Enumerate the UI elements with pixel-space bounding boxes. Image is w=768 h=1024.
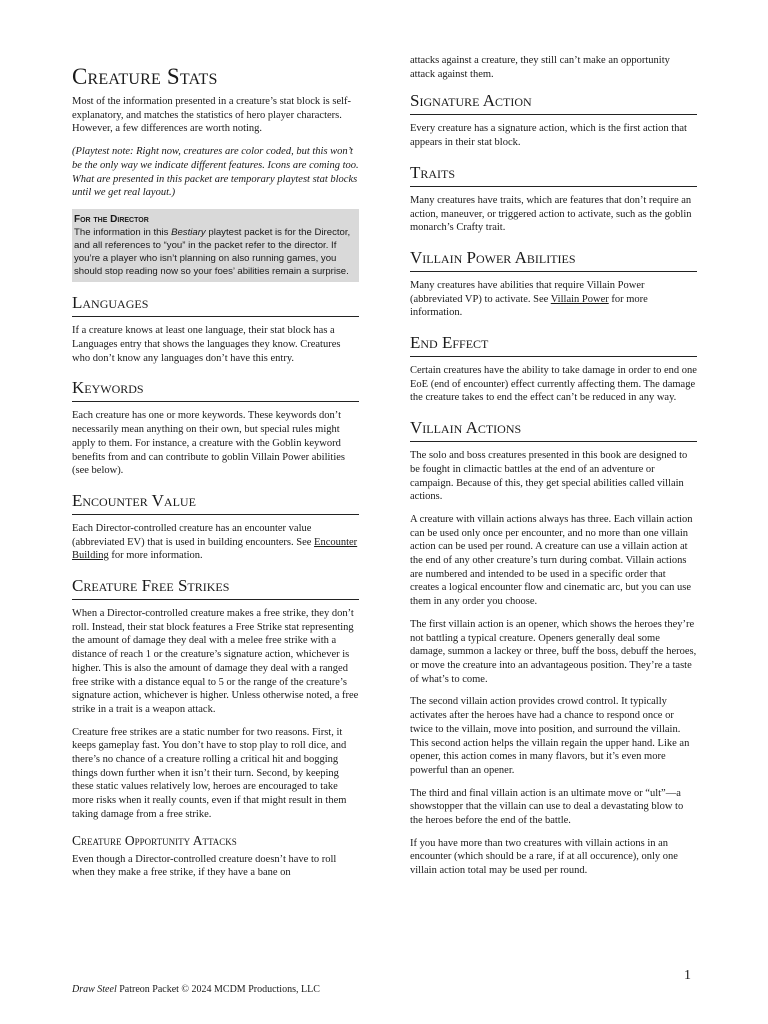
keywords-heading: Keywords: [72, 377, 359, 402]
continued-text: attacks against a creature, they still can’t make an opportunity attack against them.: [410, 55, 670, 80]
sidebar-title: For the Director: [74, 213, 149, 225]
encounter-value-text-b: for more information.: [108, 550, 203, 562]
footer-copyright: Patreon Packet © 2024 MCDM Productions, LLC: [116, 984, 320, 995]
encounter-value-heading: Encounter Value: [72, 490, 359, 515]
villain-actions-p5: The third and final villain action is an ultimate move or “ult”—a showstopper that the villain can use to deal a devastating blow to the heroes before the end of the battle.: [410, 787, 684, 827]
end-effect-heading: End Effect: [410, 332, 697, 357]
signature-action-heading: Signature Action: [410, 90, 697, 115]
traits-text: Many creatures have traits, which are features that don’t require an action, maneuver, or triggered action to activate, such as the goblin monarch’s Crafty trait.: [410, 194, 692, 234]
languages-text: If a creature knows at least one language, their stat block has a Languages entry that shows the languages they know. Creatures who don’t know any languages don’t have this entry.: [72, 325, 341, 364]
opportunity-text: Even though a Director-controlled creature doesn’t have to roll when they make a free strike, if they have a bane on: [72, 853, 337, 879]
villain-actions-heading: Villain Actions: [410, 417, 697, 442]
villain-actions-p1: The solo and boss creatures presented in this book are designed to be fought in climactic battles at the end of an adventure or campaign. Because of this, they get special abilities called villain actions.: [410, 450, 688, 503]
villain-actions-p4: The second villain action provides crowd control. It typically activates after the heroes have had a chance to respond once or twice to the villain, move into position, and surround the villain. This second action helps the villain regain the upper hand. Like an opener, this action comes in many flavors, but it’s even more powerful than an opener.: [410, 696, 690, 776]
opportunity-heading: Creature Opportunity Attacks: [72, 832, 237, 848]
sidebar-body: [74, 226, 355, 278]
playtest-note: (Playtest note: Right now, creatures are color coded, but this won’t be the only way we indicate different features. Icons are coming too. What are presented in this packet are temporary playtest stat blocks until we get real layout.): [72, 146, 359, 199]
end-effect-text: Certain creatures have the ability to take damage in order to end one EoE (end of encounter) effect currently affecting them. The damage the creature takes to end the effect can’t be reduced in any way.: [410, 365, 697, 404]
page-footer: [72, 984, 320, 995]
sidebar-text-b: playtest packet is for the Director, and all references to “you” in the packet refer to the director. If you’re a player who isn’t planning on also running games, you should stop reading now so your foes’ abilities remain a surprise.: [74, 226, 351, 278]
free-strikes-heading: Creature Free Strikes: [72, 575, 359, 600]
page-title: Creature Stats: [72, 64, 218, 89]
free-strikes-p2: Creature free strikes are a static number for two reasons. First, it keeps gameplay fast. You don’t have to stop play to roll dice, and there’s no chance of a creature rolling a critical hit and bogging things down further when it isn’t their turn. Second, by keeping these static values relatively low, heroes are encouraged to take more risks when it really counts, even if that might result in them taking damage from a free strike.: [72, 726, 347, 820]
keywords-text: Each creature has one or more keywords. These keywords don’t necessarily mean anything on their own, but special rules might apply to them. For instance, a creature with the Goblin keyword benefits from and can contribute to goblin Villain Power abilities (see below).: [72, 410, 345, 477]
footer-title: Draw Steel: [72, 984, 117, 995]
free-strikes-p1: When a Director-controlled creature makes a free strike, they don’t roll. Instead, their stat block features a Free Strike stat representing the amount of damage they deal with a melee free strike with a distance of reach 1 or the creature’s signature action, whichever is higher. This is also the amount of damage they deal with a ranged free strike with a distance equal to 5 or the range of the creature’s signature action, whichever is higher. Unless otherwise noted, a free strike in a trait is a weapon attack.: [72, 608, 359, 715]
encounter-value-text-a: Each Director-controlled creature has an encounter value (abbreviated EV) that is used in building encounters. See: [72, 522, 315, 548]
languages-heading: Languages: [72, 292, 359, 317]
traits-heading: Traits: [410, 162, 697, 187]
page-number: 1: [684, 968, 691, 983]
signature-action-text: Every creature has a signature action, which is the first action that appears in their stat block.: [410, 123, 687, 149]
encounter-value-text: [72, 522, 359, 563]
villain-power-text-a: Many creatures have abilities that require Villain Power (abbreviated VP) to activate. See: [410, 279, 645, 305]
left-column: [72, 64, 359, 889]
right-column: [410, 54, 697, 887]
intro-paragraph: Most of the information presented in a creature’s stat block is self-explanatory, and matches the statistics of hero player characters. However, a few differences are worth noting.: [72, 96, 352, 135]
encounter-building-link[interactable]: Encounter Building: [72, 536, 358, 562]
director-sidebar: [72, 209, 359, 282]
villain-power-link[interactable]: Villain Power: [550, 293, 609, 305]
villain-power-heading: Villain Power Abilities: [410, 247, 697, 272]
villain-actions-p2: A creature with villain actions always has three. Each villain action can be used only once per encounter, and no more than one villain action can be used per round. A creature can use a villain action at the end of any other creature’s turn during combat. Villain actions are numbered and intended to be used in a specific order that creates a logical encounter flow and cinematic arc, but you can use them in any order you choose.: [410, 513, 693, 608]
villain-power-text: [410, 279, 697, 320]
sidebar-text-italic: Bestiary: [171, 226, 206, 238]
villain-actions-p3: The first villain action is an opener, which shows the heroes they’re not battling a typical creature. Openers generally deal some damage, summon a lackey or three, buff the boss, debuff the heroes, or move the creature into an advantageous position. They’re a taste of what’s to come.: [410, 618, 697, 685]
villain-actions-p6: If you have more than two creatures with villain actions in an encounter (which should be a rare, if at all occurence), only one villain action total may be used per round.: [410, 837, 678, 877]
villain-power-text-b: for more information.: [410, 293, 648, 319]
sidebar-text-a: The information in this: [74, 226, 172, 238]
